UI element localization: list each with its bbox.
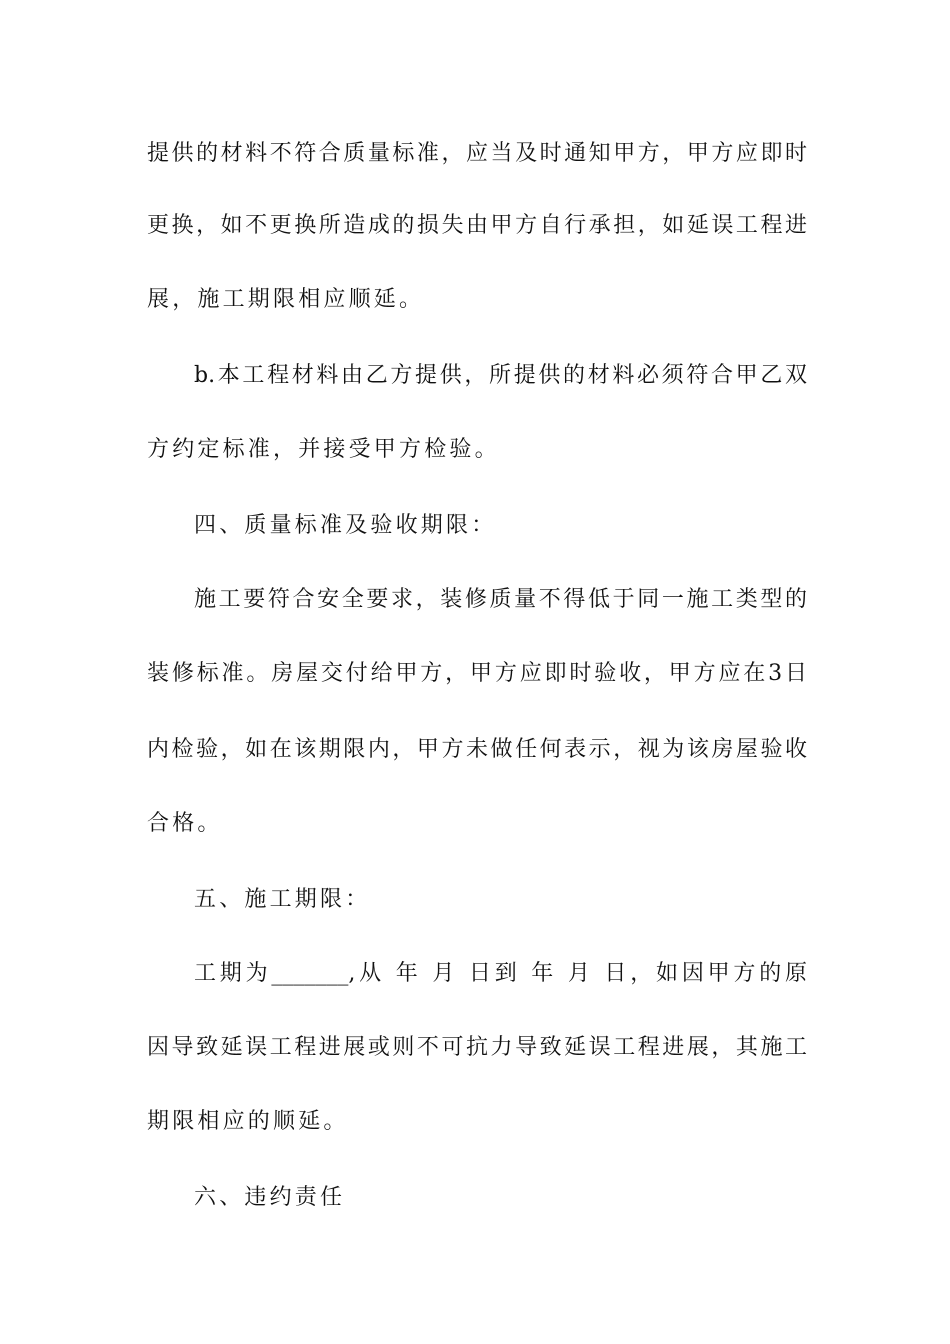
paragraph-line: 提供的材料不符合质量标准，应当及时通知甲方，甲方应即时: [147, 141, 807, 166]
paragraph-line: 更换，如不更换所造成的损失由甲方自行承担，如延误工程进: [147, 213, 807, 238]
paragraph-line: 期限相应的顺延。: [147, 1109, 349, 1134]
paragraph-line: 装修标准。房屋交付给甲方，甲方应即时验收，甲方应在3日: [147, 661, 807, 686]
paragraph-line: 方约定标准，并接受甲方检验。: [147, 437, 500, 462]
section-heading: 五、施工期限：: [194, 887, 371, 912]
paragraph-line: 合格。: [147, 811, 223, 836]
paragraph-line: b.本工程材料由乙方提供，所提供的材料必须符合甲乙双: [194, 363, 807, 388]
section-heading: 六、违约责任: [194, 1185, 346, 1210]
paragraph-line: 因导致延误工程进展或则不可抗力导致延误工程进展，其施工: [147, 1035, 807, 1060]
paragraph-line: 工期为_______,从 年 月 日到 年 月 日，如因甲方的原: [194, 961, 807, 986]
paragraph-line: 展，施工期限相应顺延。: [147, 287, 425, 312]
paragraph-line: 内检验，如在该期限内，甲方未做任何表示，视为该房屋验收: [147, 737, 807, 762]
section-heading: 四、质量标准及验收期限：: [194, 513, 497, 538]
paragraph-line: 施工要符合安全要求，装修质量不得低于同一施工类型的: [194, 587, 807, 612]
